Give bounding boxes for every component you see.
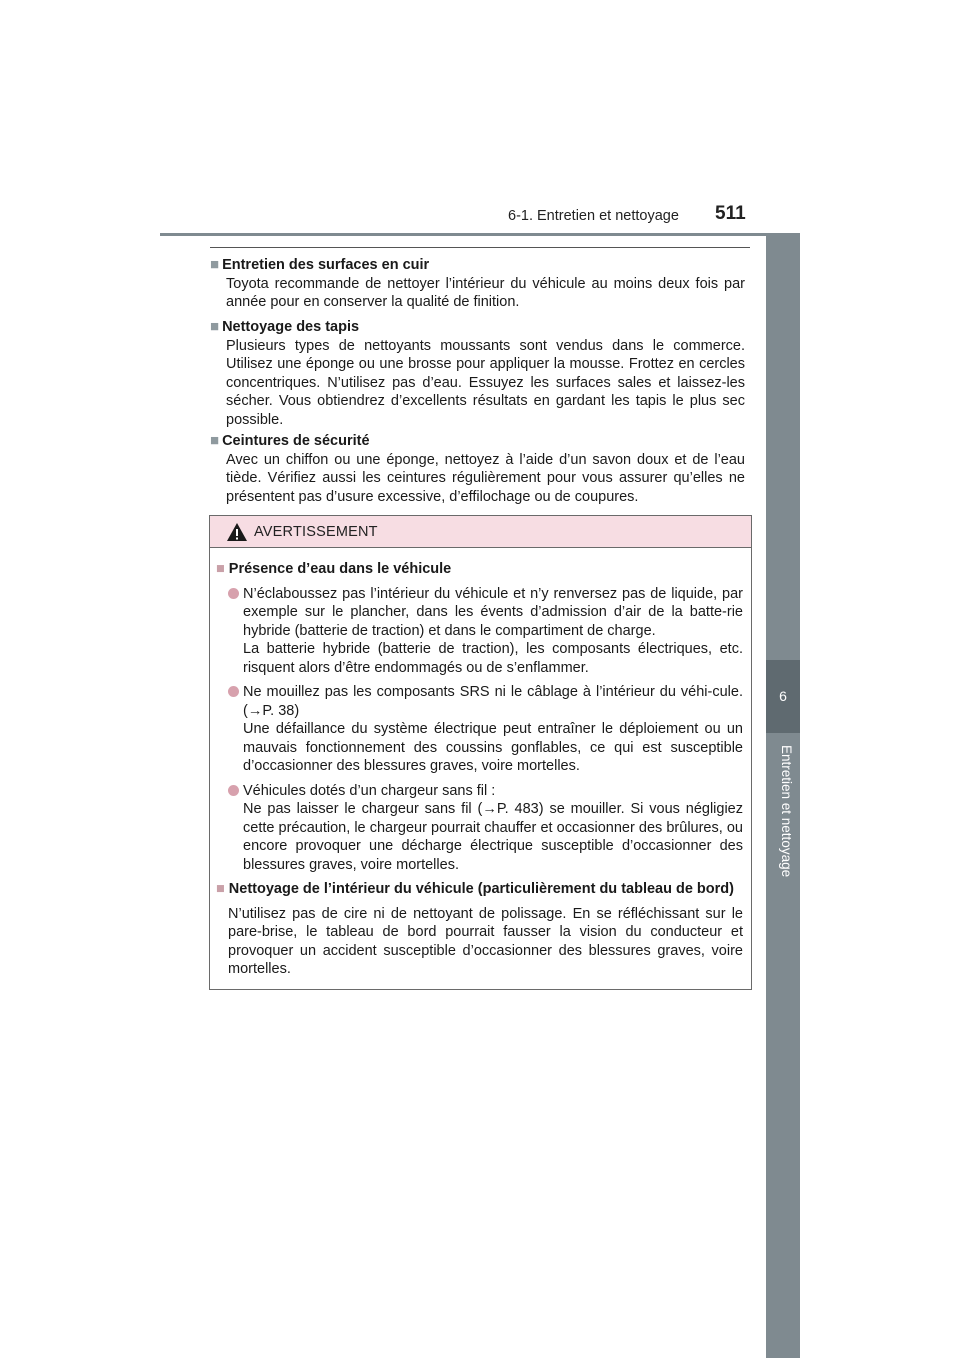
warning-box xyxy=(209,515,752,990)
item-body: Toyota recommande de nettoyer l’intérieur du véhicule au moins deux fois par année pour en conserver la qualité de finition. xyxy=(226,275,745,310)
bullet-text: Ne mouillez pas les composants SRS ni le câblage à l’intérieur du véhi-cule. (→P. 38) xyxy=(243,684,743,719)
item-body: Plusieurs types de nettoyants moussants sont vendus dans le commerce. Utilisez une éponge ou une brosse pour appliquer la mousse. Frottez en cercles concentriques. N’utilisez pas d’eau. Essuyez les surfaces sales et laissez-les sécher. Vous obtiendrez d’excellents résultats en gardant les tapis le plus sec possible. xyxy=(226,337,745,428)
square-bullet-icon: ■ xyxy=(210,256,220,273)
square-bullet-icon: ■ xyxy=(210,318,220,335)
item-seat-belts xyxy=(210,432,745,506)
warning-bullet xyxy=(228,585,743,678)
square-bullet-icon: ■ xyxy=(216,561,229,577)
content-rule xyxy=(210,247,750,248)
warning-content xyxy=(216,560,743,985)
bullet-text: La batterie hybride (batterie de traction), les composants électriques, etc. risquent alors d’être endommagés ou de s’enflammer. xyxy=(243,641,743,676)
warning-section-interior-cleaning xyxy=(216,880,743,979)
bullet-dot-icon xyxy=(228,785,239,796)
side-tab-top xyxy=(766,233,800,660)
item-title: Nettoyage des tapis xyxy=(222,319,360,335)
item-title: Ceintures de sécurité xyxy=(222,433,370,449)
item-title: Entretien des surfaces en cuir xyxy=(222,257,430,273)
section-title: 6-1. Entretien et nettoyage xyxy=(508,208,679,224)
bullet-dot-icon xyxy=(228,588,239,599)
warning-bullet xyxy=(228,782,743,875)
item-carpet-cleaning xyxy=(210,318,745,429)
square-bullet-icon: ■ xyxy=(216,881,229,897)
warning-header xyxy=(210,516,751,548)
chapter-tab-label: Entretien et nettoyage xyxy=(779,745,794,878)
warning-section-water xyxy=(216,560,743,579)
bullet-text: Véhicules dotés d’un chargeur sans fil : xyxy=(243,782,496,799)
chapter-tab-number: 6 xyxy=(766,660,800,733)
item-leather-care xyxy=(210,256,745,312)
page-number: 511 xyxy=(715,203,746,224)
bullet-dot-icon xyxy=(228,686,239,697)
warning-bullet xyxy=(228,683,743,776)
item-body: Avec un chiffon ou une éponge, nettoyez à l’aide d’un savon doux et de l’eau tiède. Vérifiez aussi les ceintures régulièrement pour vous assurer qu’elles ne présentent pas d’usure excessive, d’effilochage ou de coupures. xyxy=(226,451,745,505)
warning-section-title: Nettoyage de l’intérieur du véhicule (particulièrement du tableau de bord) xyxy=(228,881,734,897)
warning-title: AVERTISSEMENT xyxy=(254,524,378,540)
warning-section-body: N’utilisez pas de cire ni de nettoyant de polissage. En se réfléchissant sur le pare-brise, le tableau de bord pourrait fausser la vision du conducteur et provoquer un accident susceptible d’occasionner des blessures graves, voire mortelles. xyxy=(228,905,743,977)
bullet-text: Une défaillance du système électrique peut entraîner le déploiement ou un mauvais fonctionnement des coussins gonflables, ce qui est susceptible d’occasionner des blessures graves, voire mortelles. xyxy=(243,721,743,774)
square-bullet-icon: ■ xyxy=(210,432,220,449)
warning-triangle-icon xyxy=(226,522,248,542)
warning-section-title: Présence d’eau dans le véhicule xyxy=(228,561,452,577)
header-rule xyxy=(160,233,800,236)
bullet-text: N’éclaboussez pas l’intérieur du véhicule et n’y renversez pas de liquide, par exemple sur le plancher, dans les évents d’admission d’air de la batte-rie hybride (batterie de traction) et dans le compartiment de charge. xyxy=(243,585,743,639)
bullet-text: Ne pas laisser le chargeur sans fil (→P. 483) se mouiller. Si vous négligiez cette précaution, le chargeur pourrait chauffer et occasionner des brûlures, ou encore provoquer une décharge électrique susceptible d’occasionner des blessures graves, voire mortelles. xyxy=(243,801,743,873)
